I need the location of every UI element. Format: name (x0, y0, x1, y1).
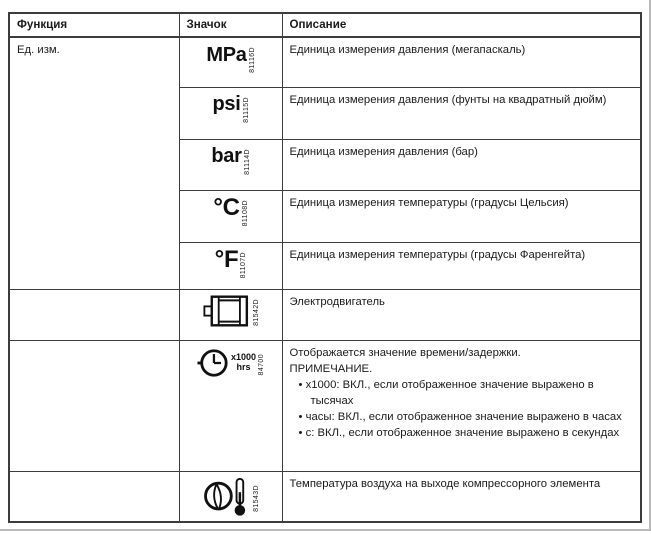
icon-code: 81114D (243, 148, 251, 175)
header-function: Функция (9, 13, 179, 37)
celsius-unit-icon: °C (213, 193, 240, 221)
function-cell: Ед. изм. (9, 37, 179, 289)
header-icon: Значок (179, 13, 282, 37)
mpa-unit-icon: MPa (206, 43, 247, 66)
icon-code: 81115D (242, 96, 250, 123)
description-cell: Единица измерения температуры (градусы Цельсия) (282, 190, 641, 242)
function-cell-empty (9, 289, 179, 340)
page-edge-bottom (0, 529, 651, 531)
clock-caption-x1000: x1000 (230, 352, 257, 362)
header-description: Описание (282, 13, 641, 37)
table-row (9, 340, 641, 471)
description-cell: Единица измерения давления (фунты на квадратный дюйм) (282, 87, 641, 139)
description-cell (282, 340, 641, 471)
note-heading: ПРИМЕЧАНИЕ. (289, 362, 373, 375)
table-row (9, 289, 641, 340)
function-cell-empty (9, 471, 179, 522)
description-line: Отображается значение времени/задержки. (289, 346, 521, 359)
note-bullet-list (299, 377, 635, 441)
icon-cell-outlet-temp (179, 471, 282, 522)
clock-caption (231, 353, 256, 372)
psi-unit-icon: psi (212, 93, 241, 116)
function-cell-empty (9, 340, 179, 471)
note-bullet: • часы: ВКЛ., если отображенное значение выражено в часах (299, 409, 635, 425)
icon-cell-fahrenheit (179, 242, 282, 289)
description-cell: Единица измерения температуры (градусы Фаренгейта) (282, 242, 641, 289)
table-header-row (9, 13, 641, 37)
symbols-table (8, 12, 642, 523)
note-bullet: • с: ВКЛ., если отображенное значение выражено в секундах (299, 425, 635, 441)
electric-motor-icon (203, 294, 251, 328)
icon-code: 81108D (241, 199, 249, 226)
description-cell: Единица измерения давления (мегапаскаль) (282, 37, 641, 87)
clock-icon (197, 347, 229, 379)
icon-code: 81543D (252, 485, 260, 512)
icon-code: 81542D (252, 299, 260, 326)
note-bullet: • x1000: ВКЛ., если отображенное значение выражено в тысячах (299, 377, 635, 409)
icon-cell-clock (179, 340, 282, 471)
table-row (9, 471, 641, 522)
icon-cell-motor (179, 289, 282, 340)
description-cell: Единица измерения давления (бар) (282, 139, 641, 190)
bar-unit-icon: bar (211, 145, 242, 168)
icon-cell-celsius (179, 190, 282, 242)
icon-cell-psi (179, 87, 282, 139)
fahrenheit-unit-icon: °F (214, 245, 239, 273)
icon-code: 81107D (240, 251, 248, 278)
icon-code: 81116D (248, 47, 256, 73)
description-cell: Электродвигатель (282, 289, 641, 340)
description-cell: Температура воздуха на выходе компрессорного элемента (282, 471, 641, 522)
icon-code: 84700 (258, 353, 266, 376)
clock-caption-hrs: hrs (236, 361, 251, 372)
icon-cell-bar (179, 139, 282, 190)
icon-cell-mpa (179, 37, 282, 87)
table-row (9, 37, 641, 87)
fan-thermometer-icon (203, 476, 251, 518)
